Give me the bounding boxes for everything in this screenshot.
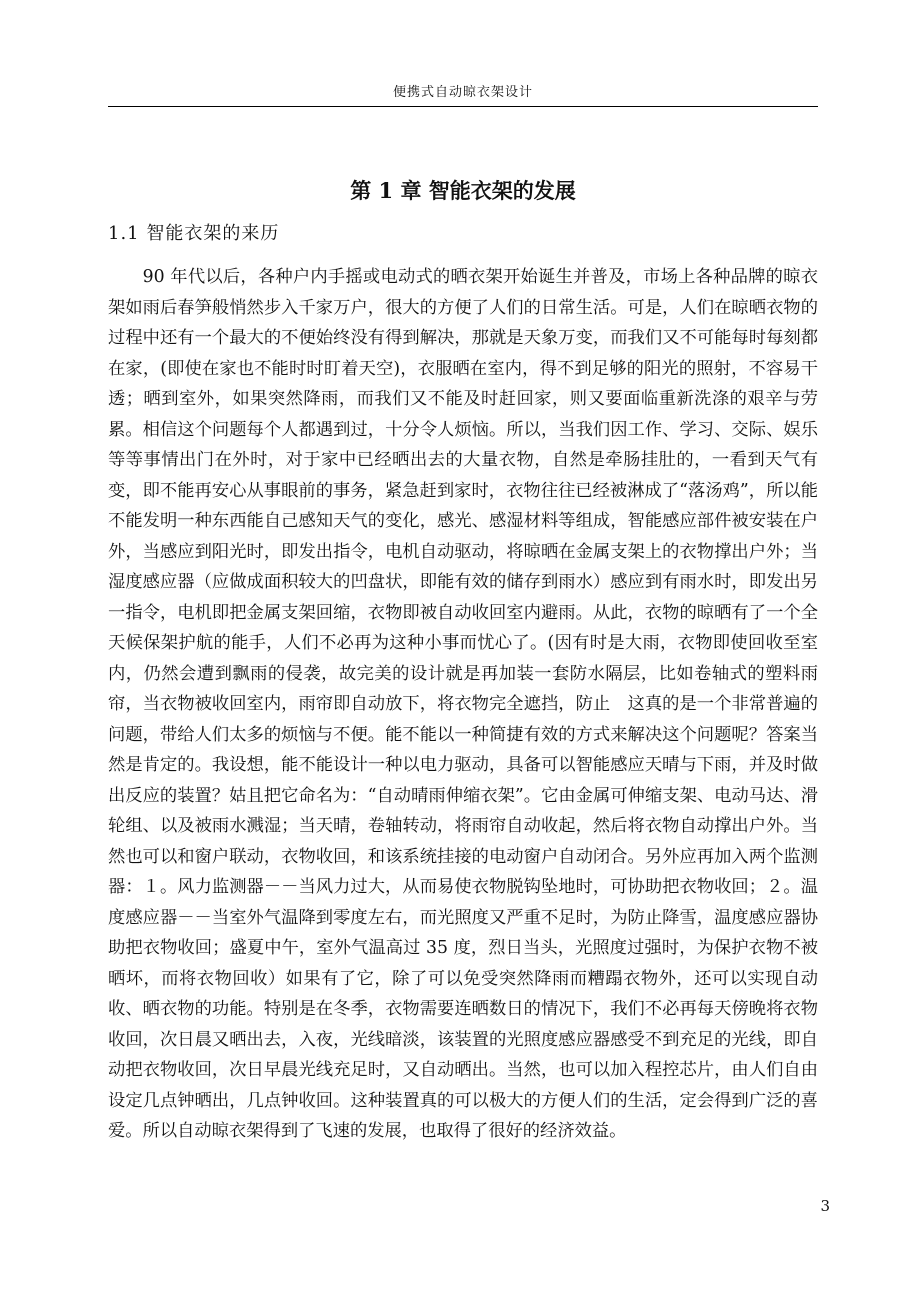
chapter-title: 第 1 章 智能衣架的发展 (350, 178, 576, 203)
header-divider (108, 106, 818, 107)
section-title: 1.1 智能衣架的来历 (108, 223, 280, 244)
body-paragraph: 90 年代以后，各种户内手摇或电动式的晒衣架开始诞生并普及，市场上各种品牌的晾衣架如雨后春笋般悄然步入千家万户，很大的方便了人们的日常生活。可是，人们在晾晒衣物的过程中还有一个最大的不便始终没有得到解决，那就是天象万变，而我们又不可能每时每刻都在家，(即使在家也不能时时盯着天空)，衣服晒在室内，得不到足够的阳光的照射，不容易干透；晒到室外，如果突然降雨，而我们又不能及时赶回家，则又要面临重新洗涤的艰辛与劳累。相信这个问题每个人都遇到过，十分令人烦恼。所以，当我们因工作、学习、交际、娱乐等等事情出门在外时，对于家中已经晒出去的大量衣物，自然是牵肠挂肚的，一看到天气有变，即不能再安心从事眼前的事务，紧急赶到家时，衣物往往已经被淋成了“落汤鸡”，所以能不能发明一种东西能自己感知天气的变化，感光、感湿材料等组成，智能感应部件被安装在户外，当感应到阳光时，即发出指令，电机自动驱动，将晾晒在金属支架上的衣物撑出户外；当湿度感应器（应做成面积较大的凹盘状，即能有效的储存到雨水）感应到有雨水时，即发出另一指令，电机即把金属支架回缩，衣物即被自动收回室内避雨。从此，衣物的晾晒有了一个全天候保架护航的能手，人们不必再为这种小事而忧心了。(因有时是大雨，衣物即使回收至室内，仍然会遭到飘雨的侵袭，故完美的设计就是再加装一套防水隔层，比如卷轴式的塑料雨帘，当衣物被收回室内，雨帘即自动放下，将衣物完全遮挡，防止 这真的是一个非常普遍的问题，带给人们太多的烦恼与不便。能不能以一种简捷有效的方式来解决这个问题呢？答案当然是肯定的。我设想，能不能设计一种以电力驱动，具备可以智能感应天晴与下雨，并及时做出反应的装置？姑且把它命名为：“自动晴雨伸缩衣架”。它由金属可伸缩支架、电动马达、滑轮组、以及被雨水溅湿；当天晴，卷轴转动，将雨帘自动收起，然后将衣物自动撑出户外。当然也可以和窗户联动，衣物收回，和该系统挂接的电动窗户自动闭合。另外应再加入两个监测器：１。风力监测器－－当风力过大，从而易使衣物脱钩坠地时，可协助把衣物收回；２。温度感应器－－当室外气温降到零度左右，而光照度又严重不足时，为防止降雪，温度感应器协助把衣物收回；盛夏中午，室外气温高过 35 度，烈日当头，光照度过强时，为保护衣物不被晒坏，而将衣物回收）如果有了它，除了可以免受突然降雨而糟蹋衣物外，还可以实现自动收、晒衣物的功能。特别是在冬季，衣物需要连晒数日的情况下，我们不必再每天傍晚将衣物收回，次日晨又晒出去，入夜，光线暗淡，该装置的光照度感应器感受不到充足的光线，即自动把衣物收回，次日早晨光线充足时，又自动晒出。当然，也可以加入程控芯片，由人们自由设定几点钟晒出，几点钟收回。这种装置真的可以极大的方便人们的生活，定会得到广泛的喜爱。所以自动晾衣架得到了飞速的发展，也取得了很好的经济效益。 (108, 267, 818, 1141)
running-header: 便携式自动晾衣架设计 (392, 85, 533, 100)
page-number: 3 (820, 1197, 830, 1215)
